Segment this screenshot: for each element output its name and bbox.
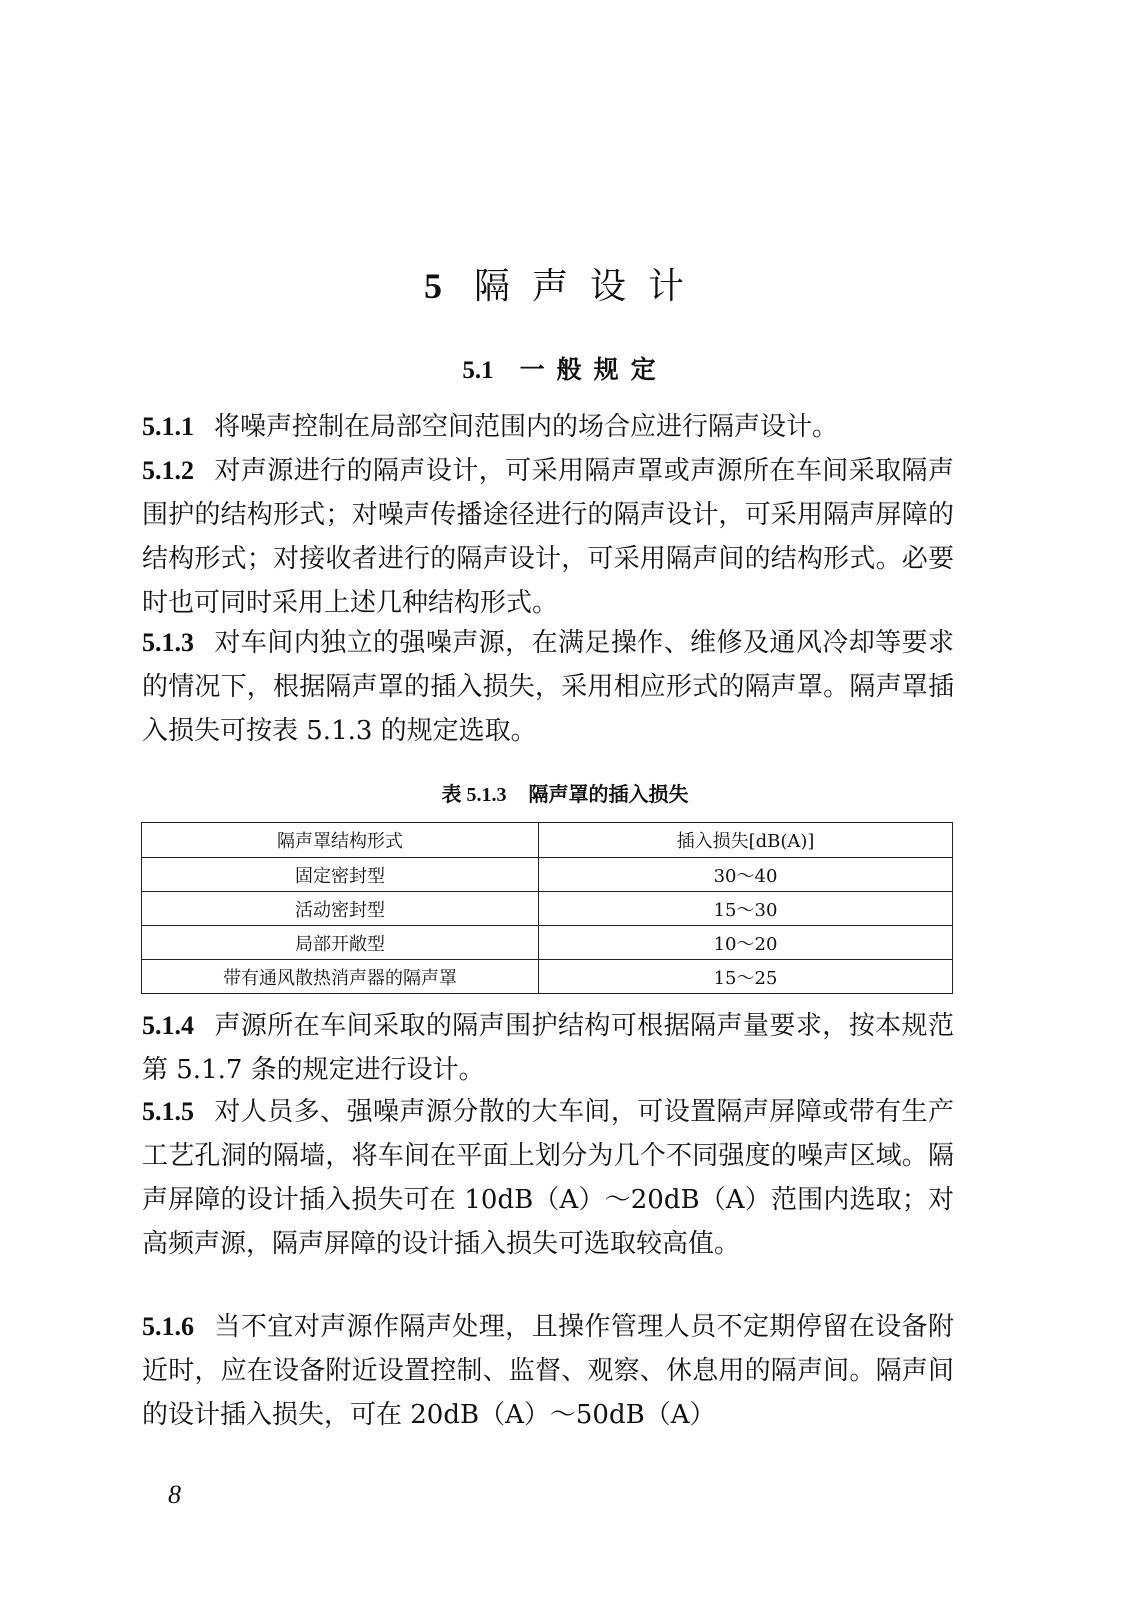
table-cell: 15～30 [539, 892, 953, 926]
table-cell: 30～40 [539, 858, 953, 892]
clause-text: 对车间内独立的强噪声源，在满足操作、维修及通风冷却等要求的情况下，根据隔声罩的插入损失，采用相应形式的隔声罩。隔声罩插入损失可按表 5.1.3 的规定选取。 [142, 628, 954, 746]
table-cell: 固定密封型 [142, 858, 539, 892]
clause-5-1-3 [142, 621, 954, 753]
clause-number: 5.1.5 [142, 1097, 194, 1126]
table-header-cell: 隔声罩结构形式 [142, 823, 539, 858]
table-row [142, 960, 953, 994]
clause-number: 5.1.4 [142, 1011, 194, 1040]
clause-number: 5.1.3 [142, 628, 194, 657]
clause-5-1-4 [142, 1004, 954, 1092]
clause-5-1-1 [142, 405, 954, 449]
clause-number: 5.1.1 [142, 412, 194, 441]
table-cell: 带有通风散热消声器的隔声罩 [142, 960, 539, 994]
clause-number: 5.1.2 [142, 456, 194, 485]
section-title-text: 一般规定 [519, 355, 668, 384]
table-cell: 活动密封型 [142, 892, 539, 926]
section-title [0, 350, 1130, 386]
table-row [142, 926, 953, 960]
table-cell: 10～20 [539, 926, 953, 960]
chapter-title [0, 258, 1130, 309]
table-cell: 局部开敞型 [142, 926, 539, 960]
table-caption-title: 隔声罩的插入损失 [528, 782, 689, 806]
table-row [142, 892, 953, 926]
clause-5-1-5 [142, 1090, 954, 1266]
chapter-number: 5 [423, 266, 444, 306]
table-cell: 15～25 [539, 960, 953, 994]
clause-text: 对声源进行的隔声设计，可采用隔声罩或声源所在车间采取隔声围护的结构形式；对噪声传播途径进行的隔声设计，可采用隔声屏障的结构形式；对接收者进行的隔声设计，可采用隔声间的结构形式。必要时也可同时采用上述几种结构形式。 [142, 456, 954, 618]
clause-5-1-2 [142, 449, 954, 625]
table-header-row [142, 823, 953, 858]
clause-number: 5.1.6 [142, 1312, 194, 1341]
page-number: 8 [168, 1480, 181, 1509]
table-caption [0, 778, 1130, 807]
clause-text: 当不宜对声源作隔声处理，且操作管理人员不定期停留在设备附近时，应在设备附近设置控制、监督、观察、休息用的隔声间。隔声间的设计插入损失，可在 20dB（A）～50dB（A） [142, 1312, 954, 1430]
insertion-loss-table [141, 822, 953, 994]
table-row [142, 858, 953, 892]
chapter-title-text: 隔声设计 [473, 266, 706, 307]
clause-text: 将噪声控制在局部空间范围内的场合应进行隔声设计。 [214, 412, 839, 442]
table-header-cell: 插入损失[dB(A)] [539, 823, 953, 858]
table-caption-number: 表 5.1.3 [441, 784, 507, 806]
clause-text: 声源所在车间采取的隔声围护结构可根据隔声量要求，按本规范第 5.1.7 条的规定进行设计。 [142, 1011, 954, 1085]
clause-text: 对人员多、强噪声源分散的大车间，可设置隔声屏障或带有生产工艺孔洞的隔墙，将车间在平面上划分为几个不同强度的噪声区域。隔声屏障的设计插入损失可在 10dB（A）～20dB（A）范围内选取；对高频声源，隔声屏障的设计插入损失可选取较高值。 [142, 1097, 954, 1259]
clause-5-1-6 [142, 1305, 954, 1437]
section-number: 5.1 [462, 357, 494, 384]
